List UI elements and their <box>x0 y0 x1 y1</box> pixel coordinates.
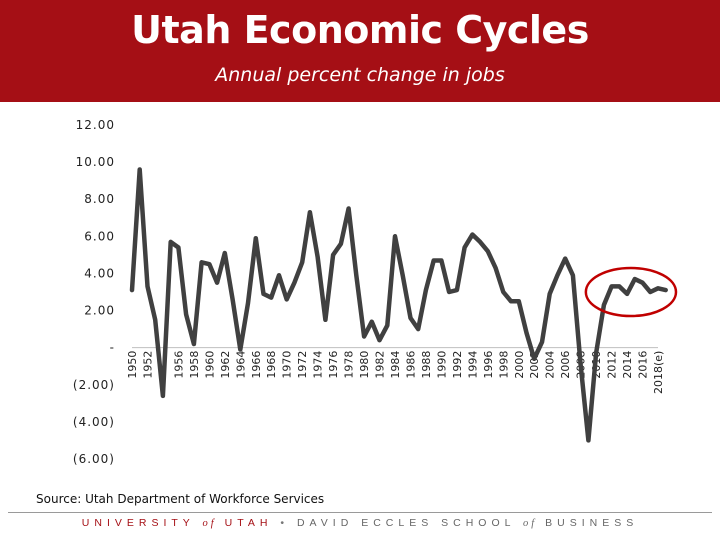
y-tick-label: (6.00) <box>72 452 115 466</box>
x-tick-label: 2008 <box>574 350 588 379</box>
x-tick-label: 2016 <box>636 350 650 379</box>
y-tick-label: (4.00) <box>72 414 115 429</box>
x-tick-label: 2018(e) <box>652 350 665 395</box>
y-tick-label: (2.00) <box>72 377 115 392</box>
header-banner <box>0 0 720 102</box>
footer-utah: UTAH <box>224 517 273 529</box>
x-tick-label: 1974 <box>311 350 325 379</box>
x-tick-label: 1998 <box>497 350 511 379</box>
footer-of-2: of <box>523 518 538 529</box>
x-tick-label: 1994 <box>466 350 480 379</box>
x-tick-label: 1988 <box>419 350 433 379</box>
page-subtitle: Annual percent change in jobs <box>215 64 505 86</box>
x-tick-label: 2004 <box>543 350 557 379</box>
source-note: Source: Utah Department of Workforce Services <box>36 492 325 506</box>
x-tick-label: 2012 <box>605 350 619 379</box>
x-tick-label: 2002 <box>528 350 542 379</box>
y-tick-label: 6.00 <box>84 229 115 244</box>
x-tick-label: 1984 <box>389 350 402 379</box>
x-tick-label: 1962 <box>218 350 232 379</box>
y-tick-label: 2.00 <box>84 303 115 318</box>
page-title: Utah Economic Cycles <box>131 8 589 52</box>
highlight-circle <box>586 268 676 316</box>
footer-branding <box>0 517 720 529</box>
x-tick-label: 1964 <box>234 350 248 379</box>
x-tick-label: 1992 <box>450 350 464 379</box>
footer-divider <box>8 512 712 513</box>
x-tick-label: 1958 <box>187 350 201 379</box>
x-tick-label: 1982 <box>373 350 387 379</box>
y-tick-label: 12.00 <box>75 118 115 132</box>
x-tick-label: 1996 <box>481 350 495 379</box>
y-tick-label: 10.00 <box>75 155 115 170</box>
x-tick-label: 1966 <box>249 350 263 379</box>
x-tick-label: 2014 <box>621 350 635 379</box>
x-tick-label: 2000 <box>512 350 526 379</box>
y-tick-label: 8.00 <box>84 192 115 207</box>
x-tick-label: 2010 <box>590 350 604 379</box>
x-tick-label: 1978 <box>342 350 356 379</box>
footer-university: UNIVERSITY <box>81 517 195 529</box>
x-tick-label: 1950 <box>126 350 139 379</box>
x-tick-label: 1952 <box>141 350 155 379</box>
x-tick-label: 1980 <box>358 350 372 379</box>
x-tick-label: 2006 <box>559 350 573 379</box>
x-tick-label: 1972 <box>296 350 310 379</box>
x-tick-label: 1976 <box>327 350 341 379</box>
y-axis-tick-labels <box>73 118 115 466</box>
footer-school: DAVID ECCLES SCHOOL <box>296 517 516 529</box>
y-tick-label: 4.00 <box>84 266 115 281</box>
x-tick-label: 1990 <box>435 350 449 379</box>
x-tick-label: 1968 <box>265 350 279 379</box>
x-tick-label: 1960 <box>203 350 217 379</box>
x-tick-label: 1970 <box>280 350 294 379</box>
footer-separator: • <box>280 517 290 529</box>
y-tick-label: - <box>109 340 115 355</box>
footer-of-1: of <box>202 518 217 529</box>
x-tick-label: 1986 <box>404 350 418 379</box>
footer-business: BUSINESS <box>545 517 639 529</box>
line-chart <box>0 102 720 487</box>
x-tick-label: 1956 <box>172 350 186 379</box>
series-line <box>132 170 666 441</box>
